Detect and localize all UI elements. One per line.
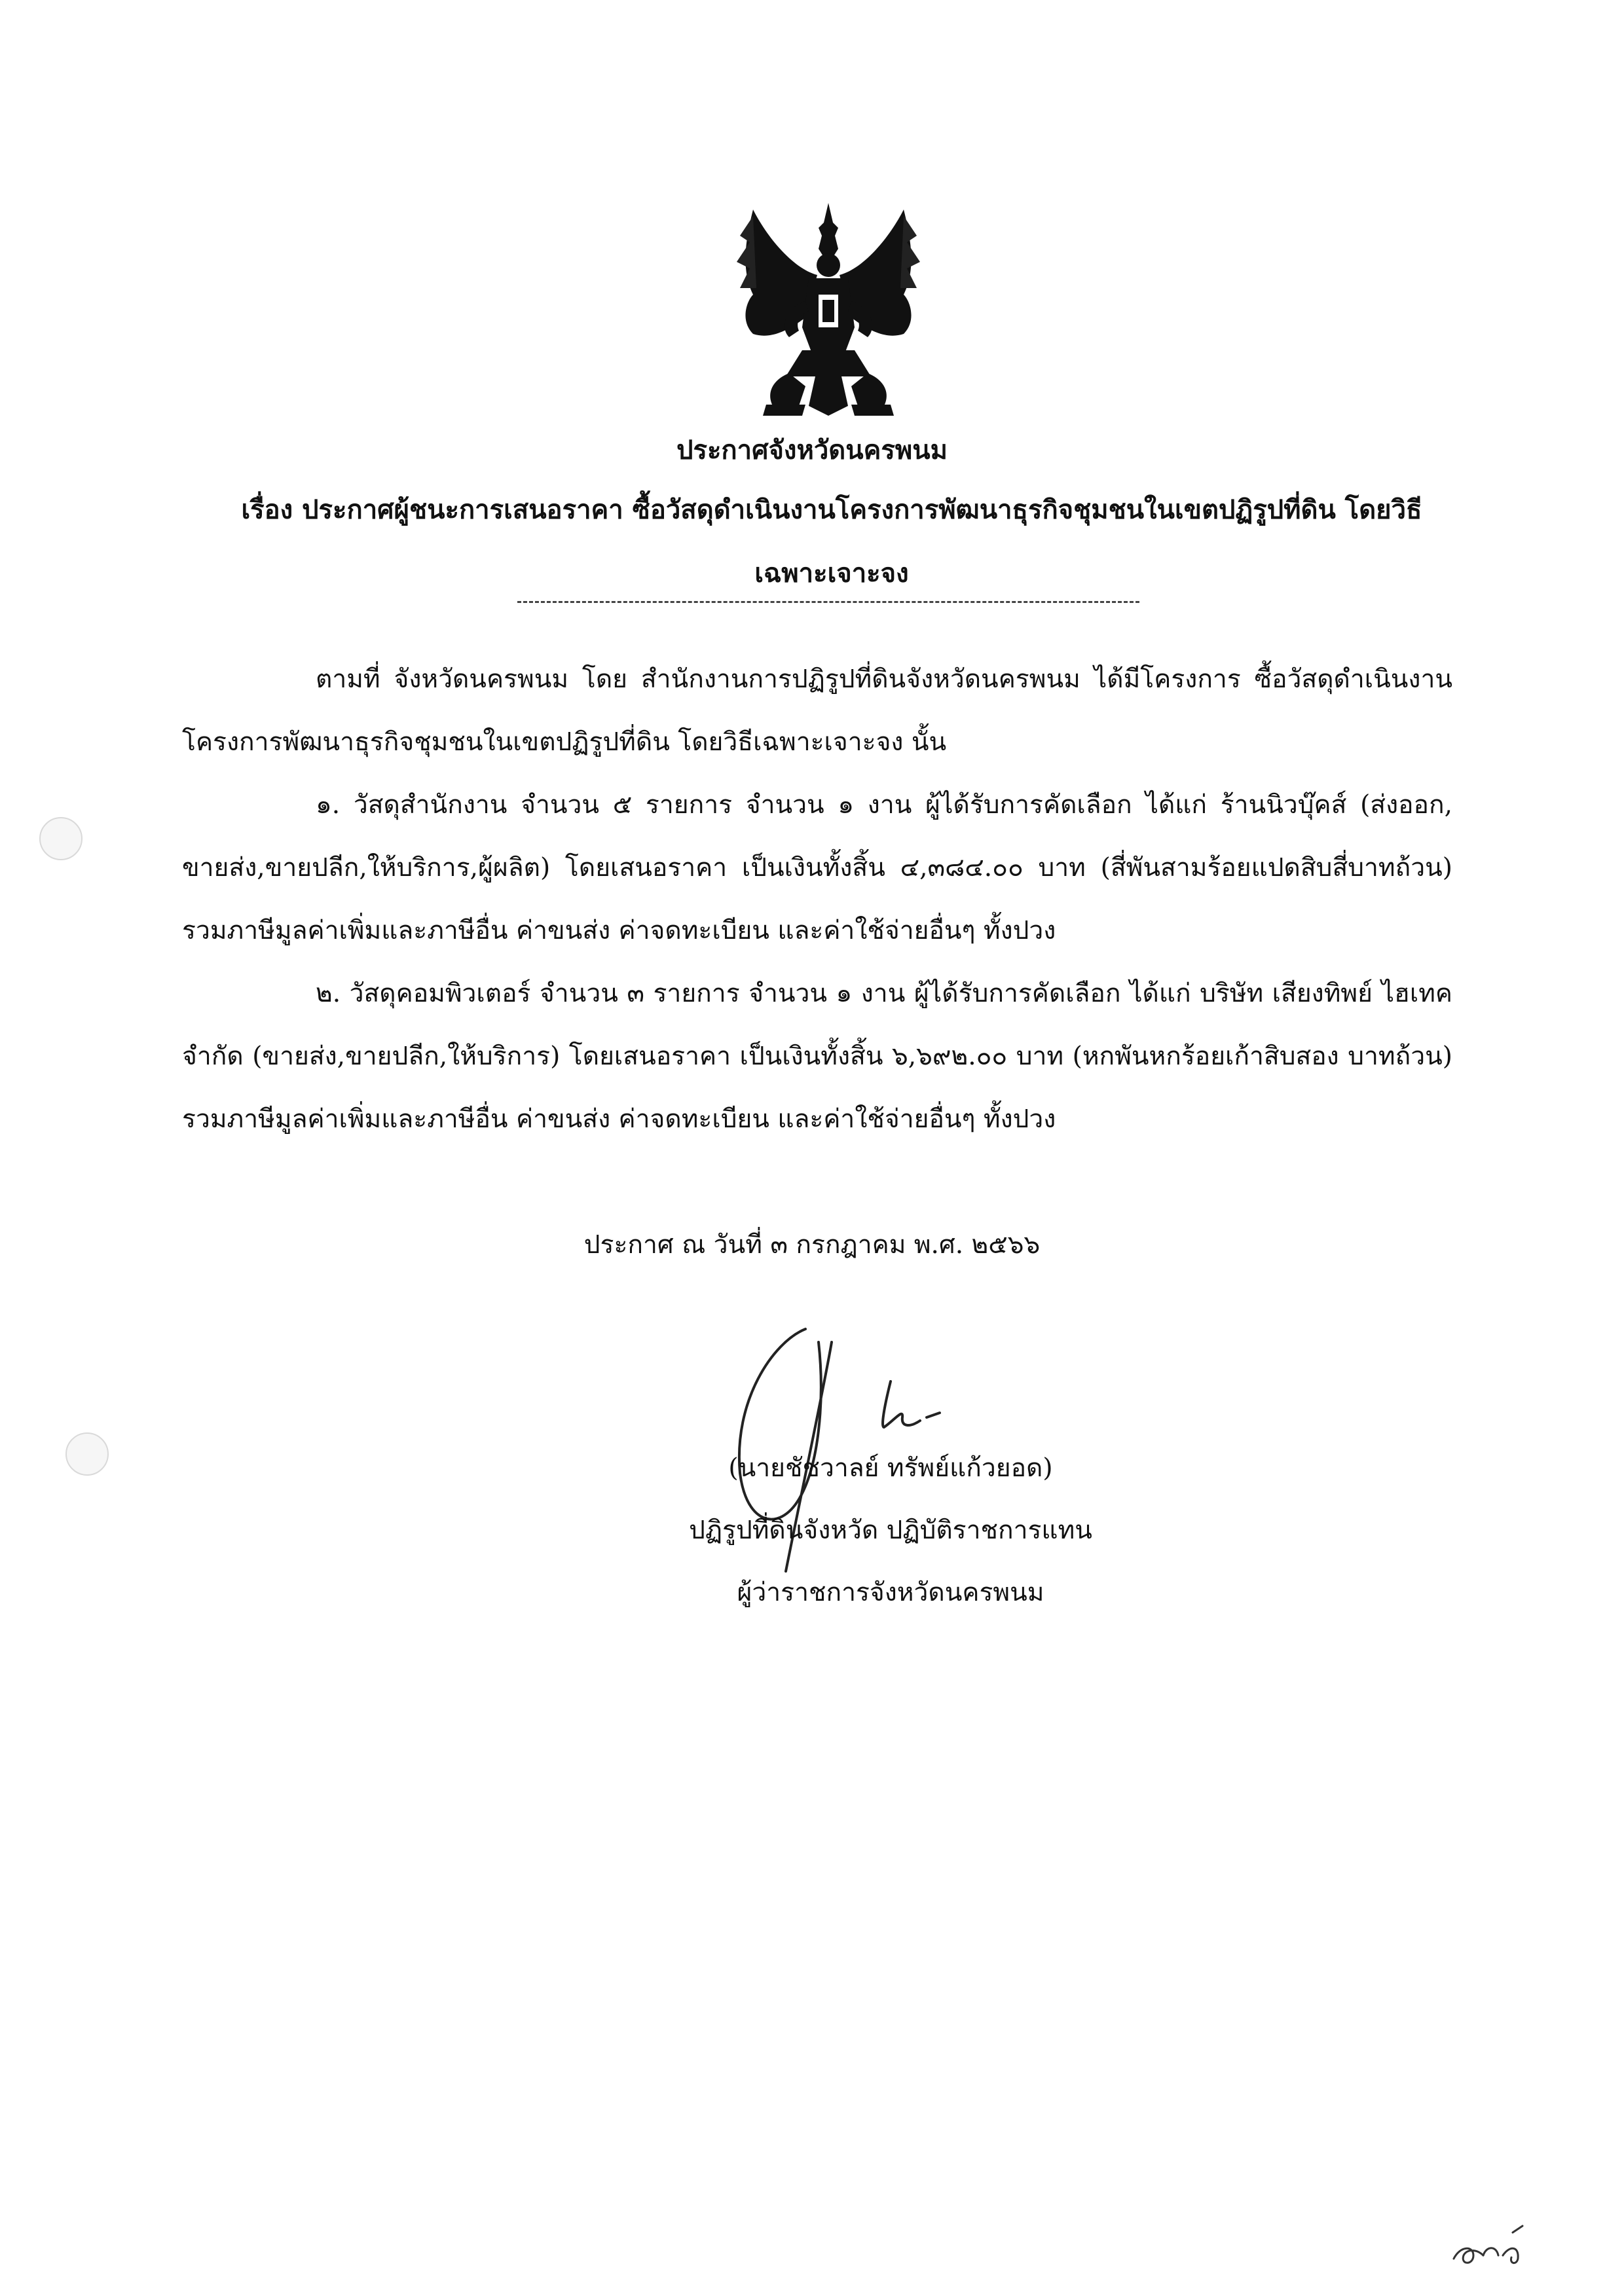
- handwritten-page-number: [1447, 2219, 1532, 2272]
- subject-line: เรื่อง ประกาศผู้ชนะการเสนอราคา ซื้อวัสดุดำเนินงานโครงการพัฒนาธุรกิจชุมชนในเขตปฏิรูปที่ดิน โดยวิธี: [241, 494, 1422, 525]
- signatory-name: (นายชัชวาลย์ ทรัพย์แก้วยอด): [728, 1453, 1053, 1483]
- subject-line: เฉพาะเจาะจง: [754, 558, 909, 589]
- divider: [517, 601, 1139, 603]
- signatory-block: [622, 1437, 1159, 1624]
- announcement-date: ประกาศ ณ วันที่ ๓ กรกฎาคม พ.ศ. ๒๕๖๖: [583, 1230, 1041, 1260]
- announcement-subject: [216, 478, 1447, 605]
- item-paragraph: ๑. วัสดุสำนักงาน จำนวน ๕ รายการ จำนวน ๑ งาน ผู้ได้รับการคัดเลือก ได้แก่ ร้านนิวบุ๊คส์ (ส่งออก, ขายส่ง,ขายปลีก,ให้บริการ,ผู้ผลิต) โดยเสนอราคา เป็นเงินทั้งสิ้น ๔,๓๘๔.๐๐ บาท (สี่พันสามร้อยแปดสิบสี่บาทถ้วน) รวมภาษีมูลค่าเพิ่มและภาษีอื่น ค่าขนส่ง ค่าจดทะเบียน และค่าใช้จ่ายอื่นๆ ทั้งปวง: [182, 790, 1452, 945]
- item-paragraph: ๒. วัสดุคอมพิวเตอร์ จำนวน ๓ รายการ จำนวน ๑ งาน ผู้ได้รับการคัดเลือก ได้แก่ บริษัท เสียงทิพย์ ไฮเทค จำกัด (ขายส่ง,ขายปลีก,ให้บริการ) โดยเสนอราคา เป็นเงินทั้งสิ้น ๖,๖๙๒.๐๐ บาท (หกพันหกร้อยเก้าสิบสอง บาทถ้วน) รวมภาษีมูลค่าเพิ่มและภาษีอื่น ค่าขนส่ง ค่าจดทะเบียน และค่าใช้จ่ายอื่นๆ ทั้งปวง: [182, 979, 1452, 1134]
- announcement-body: [182, 648, 1452, 1151]
- signatory-position: ผู้ว่าราชการจังหวัดนครพนม: [737, 1578, 1044, 1607]
- garuda-emblem-icon: [727, 196, 930, 419]
- punch-hole: [65, 1432, 109, 1476]
- punch-hole: [39, 817, 83, 860]
- announcement-title: ประกาศจังหวัดนครพนม: [676, 435, 948, 465]
- intro-paragraph: ตามที่ จังหวัดนครพนม โดย สำนักงานการปฏิรูปที่ดินจังหวัดนครพนม ได้มีโครงการ ซื้อวัสดุดำเนินงานโครงการพัฒนาธุรกิจชุมชนในเขตปฏิรูปที่ดิน โดยวิธีเฉพาะเจาะจง นั้น: [182, 665, 1452, 757]
- signatory-position: ปฏิรูปที่ดินจังหวัด ปฏิบัติราชการแทน: [689, 1516, 1092, 1545]
